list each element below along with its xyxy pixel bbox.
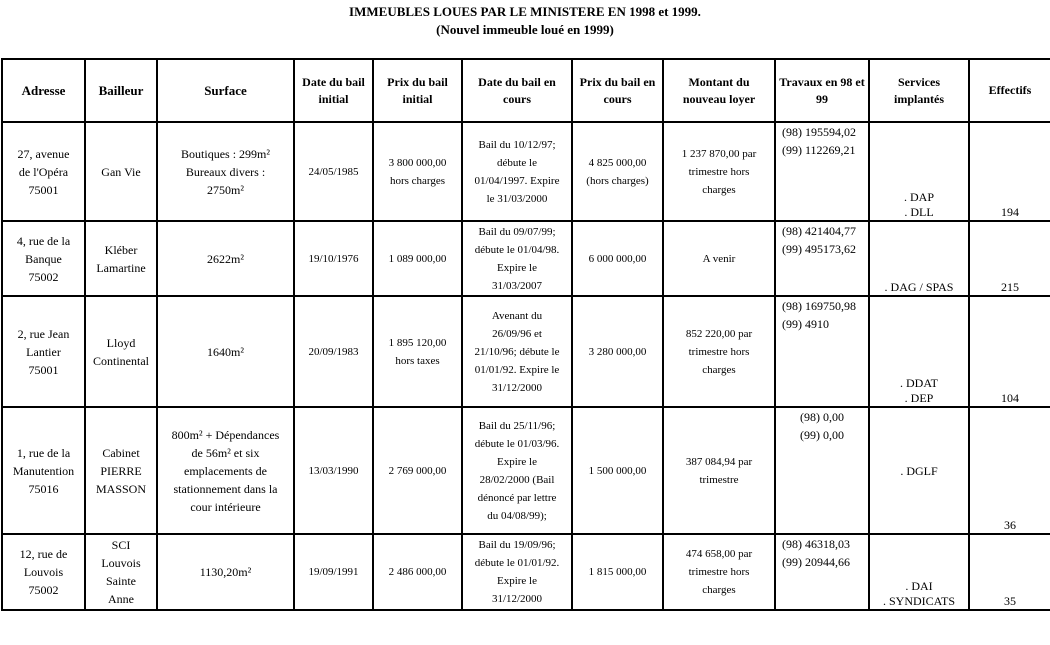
header-bailleur: Bailleur bbox=[85, 59, 157, 122]
effectifs-text: 194 bbox=[1001, 205, 1019, 219]
header-surface: Surface bbox=[157, 59, 294, 122]
cell-services bbox=[869, 221, 969, 296]
cell-date-cours: Bail du 19/09/96; débute le 01/01/92. Expire le 31/12/2000 bbox=[462, 534, 572, 610]
cell-montant: 387 084,94 par trimestre bbox=[663, 407, 775, 534]
cell-travaux: (98) 0,00 (99) 0,00 bbox=[775, 407, 869, 534]
cell-montant: 1 237 870,00 par trimestre hors charges bbox=[663, 122, 775, 221]
cell-services bbox=[869, 122, 969, 221]
effectifs-text: 215 bbox=[1001, 280, 1019, 294]
cell-bailleur: Gan Vie bbox=[85, 122, 157, 221]
cell-travaux: (98) 421404,77 (99) 495173,62 bbox=[775, 221, 869, 296]
effectifs-text: 36 bbox=[1004, 518, 1016, 532]
cell-date-cours: Bail du 25/11/96; débute le 01/03/96. Expire le 28/02/2000 (Bail dénoncé par lettre du 04/08/99); bbox=[462, 407, 572, 534]
table-row bbox=[2, 407, 1050, 534]
cell-montant: 474 658,00 par trimestre hors charges bbox=[663, 534, 775, 610]
cell-effectifs bbox=[969, 221, 1050, 296]
services-text: . DAP . DLL bbox=[903, 190, 934, 219]
cell-travaux: (98) 195594,02 (99) 112269,21 bbox=[775, 122, 869, 221]
cell-surface: 800m² + Dépendances de 56m² et six emplacements de stationnement dans la cour intérieure bbox=[157, 407, 294, 534]
header-prix-cours: Prix du bail en cours bbox=[572, 59, 663, 122]
cell-prix-cours: 3 280 000,00 bbox=[572, 296, 663, 407]
header-adresse: Adresse bbox=[2, 59, 85, 122]
cell-adresse: 2, rue Jean Lantier 75001 bbox=[2, 296, 85, 407]
cell-date-cours: Bail du 09/07/99; débute le 01/04/98. Expire le 31/03/2007 bbox=[462, 221, 572, 296]
cell-prix-initial: 2 769 000,00 bbox=[373, 407, 462, 534]
cell-prix-initial: 2 486 000,00 bbox=[373, 534, 462, 610]
buildings-table bbox=[1, 58, 1050, 611]
cell-date-initial: 20/09/1983 bbox=[294, 296, 373, 407]
table-row bbox=[2, 221, 1050, 296]
header-date-initial: Date du bail initial bbox=[294, 59, 373, 122]
cell-prix-cours: 1 500 000,00 bbox=[572, 407, 663, 534]
table-row bbox=[2, 122, 1050, 221]
header-date-cours: Date du bail en cours bbox=[462, 59, 572, 122]
cell-effectifs bbox=[969, 407, 1050, 534]
cell-montant: 852 220,00 par trimestre hors charges bbox=[663, 296, 775, 407]
header-row bbox=[2, 59, 1050, 122]
cell-prix-cours: 1 815 000,00 bbox=[572, 534, 663, 610]
cell-services bbox=[869, 534, 969, 610]
header-travaux: Travaux en 98 et 99 bbox=[775, 59, 869, 122]
services-text: . DDAT . DEP bbox=[900, 376, 938, 405]
header-prix-initial: Prix du bail initial bbox=[373, 59, 462, 122]
document-subtitle: (Nouvel immeuble loué en 1999) bbox=[436, 22, 614, 37]
cell-date-initial: 19/10/1976 bbox=[294, 221, 373, 296]
cell-date-initial: 19/09/1991 bbox=[294, 534, 373, 610]
cell-surface: Boutiques : 299m² Bureaux divers : 2750m² bbox=[157, 122, 294, 221]
document-title: IMMEUBLES LOUES PAR LE MINISTERE EN 1998 et 1999. bbox=[349, 4, 701, 19]
cell-montant: A venir bbox=[663, 221, 775, 296]
effectifs-text: 104 bbox=[1001, 391, 1019, 405]
services-text: . DAG / SPAS bbox=[884, 280, 954, 294]
cell-date-cours: Avenant du 26/09/96 et 21/10/96; débute le 01/01/92. Expire le 31/12/2000 bbox=[462, 296, 572, 407]
cell-date-cours: Bail du 10/12/97; débute le 01/04/1997. Expire le 31/03/2000 bbox=[462, 122, 572, 221]
cell-travaux: (98) 169750,98 (99) 4910 bbox=[775, 296, 869, 407]
cell-surface: 2622m² bbox=[157, 221, 294, 296]
table-row bbox=[2, 296, 1050, 407]
table-row bbox=[2, 534, 1050, 610]
cell-effectifs bbox=[969, 296, 1050, 407]
effectifs-text: 35 bbox=[1004, 594, 1016, 608]
cell-prix-initial: 1 089 000,00 bbox=[373, 221, 462, 296]
cell-date-initial: 24/05/1985 bbox=[294, 122, 373, 221]
cell-travaux: (98) 46318,03 (99) 20944,66 bbox=[775, 534, 869, 610]
cell-prix-initial: 3 800 000,00 hors charges bbox=[373, 122, 462, 221]
cell-prix-cours: 4 825 000,00 (hors charges) bbox=[572, 122, 663, 221]
cell-effectifs bbox=[969, 122, 1050, 221]
header-services: Services implantés bbox=[869, 59, 969, 122]
cell-bailleur: Kléber Lamartine bbox=[85, 221, 157, 296]
services-text: . DAI . SYNDICATS bbox=[882, 579, 955, 608]
cell-services: . DGLF bbox=[869, 407, 969, 534]
header-effectifs: Effectifs bbox=[969, 59, 1050, 122]
cell-date-initial: 13/03/1990 bbox=[294, 407, 373, 534]
cell-prix-cours: 6 000 000,00 bbox=[572, 221, 663, 296]
cell-adresse: 4, rue de la Banque 75002 bbox=[2, 221, 85, 296]
cell-bailleur: SCI Louvois Sainte Anne bbox=[85, 534, 157, 610]
cell-prix-initial: 1 895 120,00 hors taxes bbox=[373, 296, 462, 407]
cell-bailleur: Cabinet PIERRE MASSON bbox=[85, 407, 157, 534]
cell-adresse: 27, avenue de l'Opéra 75001 bbox=[2, 122, 85, 221]
cell-adresse: 1, rue de la Manutention 75016 bbox=[2, 407, 85, 534]
header-montant: Montant du nouveau loyer bbox=[663, 59, 775, 122]
cell-services bbox=[869, 296, 969, 407]
cell-adresse: 12, rue de Louvois 75002 bbox=[2, 534, 85, 610]
cell-surface: 1640m² bbox=[157, 296, 294, 407]
cell-surface: 1130,20m² bbox=[157, 534, 294, 610]
cell-effectifs bbox=[969, 534, 1050, 610]
cell-bailleur: Lloyd Continental bbox=[85, 296, 157, 407]
